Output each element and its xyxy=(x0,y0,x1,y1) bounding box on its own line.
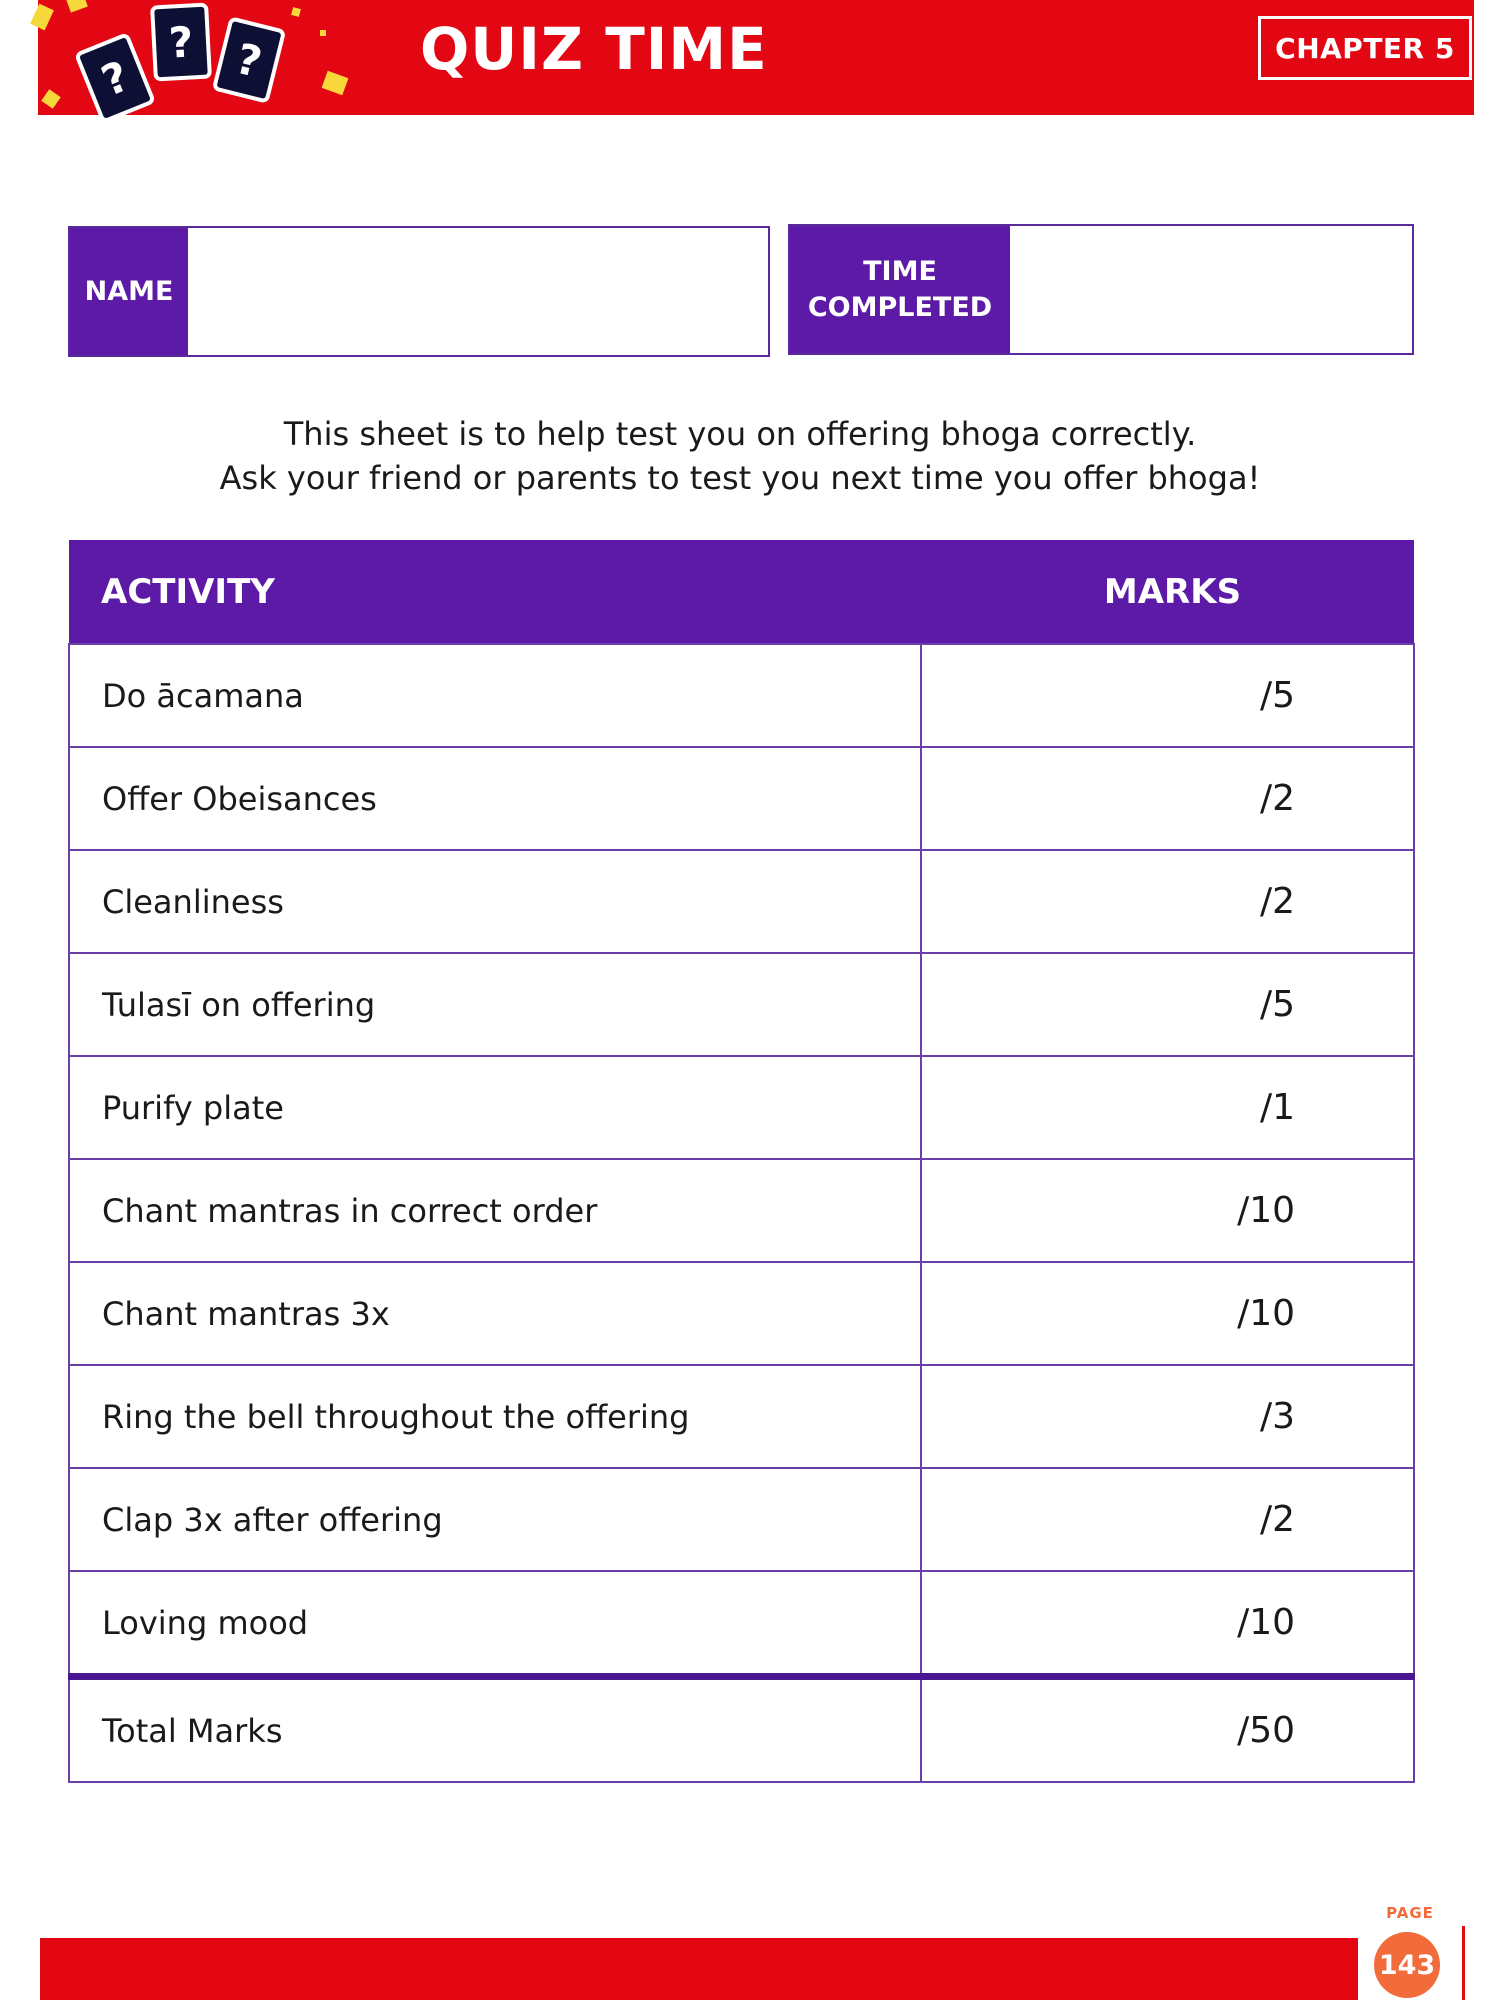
footer-rule xyxy=(1462,1926,1465,2000)
name-label: NAME xyxy=(70,228,188,355)
table-row xyxy=(69,1571,1414,1677)
activity-cell: Loving mood xyxy=(69,1571,921,1677)
activity-column-header: ACTIVITY xyxy=(69,540,921,644)
total-marks-cell[interactable]: /50 xyxy=(921,1677,1414,1783)
confetti-shape xyxy=(30,4,54,31)
confetti-shape xyxy=(291,7,301,17)
marks-cell[interactable]: /3 xyxy=(921,1365,1414,1468)
page-number-badge xyxy=(1374,1932,1440,1998)
table-row xyxy=(69,1056,1414,1159)
table-row xyxy=(69,1159,1414,1262)
activity-cell: Purify plate xyxy=(69,1056,921,1159)
activity-cell: Offer Obeisances xyxy=(69,747,921,850)
activity-cell: Chant mantras 3x xyxy=(69,1262,921,1365)
table-row xyxy=(69,644,1414,747)
total-label: Total Marks xyxy=(69,1677,921,1783)
confetti-shape xyxy=(322,71,349,95)
marks-cell[interactable]: /10 xyxy=(921,1159,1414,1262)
activity-cell: Chant mantras in correct order xyxy=(69,1159,921,1262)
name-field xyxy=(68,226,770,357)
time-completed-label: TIME COMPLETED xyxy=(790,226,1010,353)
table-row xyxy=(69,850,1414,953)
instructions-line-2: Ask your friend or parents to test you next time you offer bhoga! xyxy=(219,459,1261,497)
header-banner xyxy=(38,0,1474,115)
name-input[interactable] xyxy=(188,228,768,355)
table-row xyxy=(69,953,1414,1056)
time-completed-input[interactable] xyxy=(1010,226,1412,353)
table-row xyxy=(69,1468,1414,1571)
table-row xyxy=(69,1365,1414,1468)
page-title: QUIZ TIME xyxy=(420,15,768,83)
activity-cell: Tulasī on offering xyxy=(69,953,921,1056)
instructions xyxy=(60,412,1420,500)
marks-cell[interactable]: /2 xyxy=(921,1468,1414,1571)
marks-cell[interactable]: /2 xyxy=(921,747,1414,850)
marks-cell[interactable]: /1 xyxy=(921,1056,1414,1159)
marks-column-header: MARKS xyxy=(921,540,1414,644)
table-row xyxy=(69,747,1414,850)
total-row xyxy=(69,1677,1414,1783)
confetti-shape xyxy=(66,0,88,13)
activity-cell: Ring the bell throughout the offering xyxy=(69,1365,921,1468)
question-card-icon: ? xyxy=(150,3,212,82)
instructions-line-1: This sheet is to help test you on offering bhoga correctly. xyxy=(283,415,1197,453)
page-number: 143 xyxy=(1378,1949,1436,1981)
quiz-table xyxy=(68,540,1415,1783)
confetti-shape xyxy=(320,30,326,36)
marks-cell[interactable]: /10 xyxy=(921,1262,1414,1365)
activity-cell: Clap 3x after offering xyxy=(69,1468,921,1571)
question-card-icon: ? xyxy=(212,16,287,104)
table-row xyxy=(69,1262,1414,1365)
table-header-row xyxy=(69,540,1414,644)
chapter-badge: CHAPTER 5 xyxy=(1258,16,1472,80)
marks-cell[interactable]: /2 xyxy=(921,850,1414,953)
question-card-icon: ? xyxy=(74,32,156,124)
marks-cell[interactable]: /5 xyxy=(921,953,1414,1056)
time-completed-field xyxy=(788,224,1414,355)
activity-cell: Cleanliness xyxy=(69,850,921,953)
page-word: PAGE xyxy=(1386,1904,1434,1922)
footer-bar xyxy=(40,1938,1358,2000)
confetti-shape xyxy=(41,89,60,108)
marks-cell[interactable]: /10 xyxy=(921,1571,1414,1677)
activity-cell: Do ācamana xyxy=(69,644,921,747)
marks-cell[interactable]: /5 xyxy=(921,644,1414,747)
